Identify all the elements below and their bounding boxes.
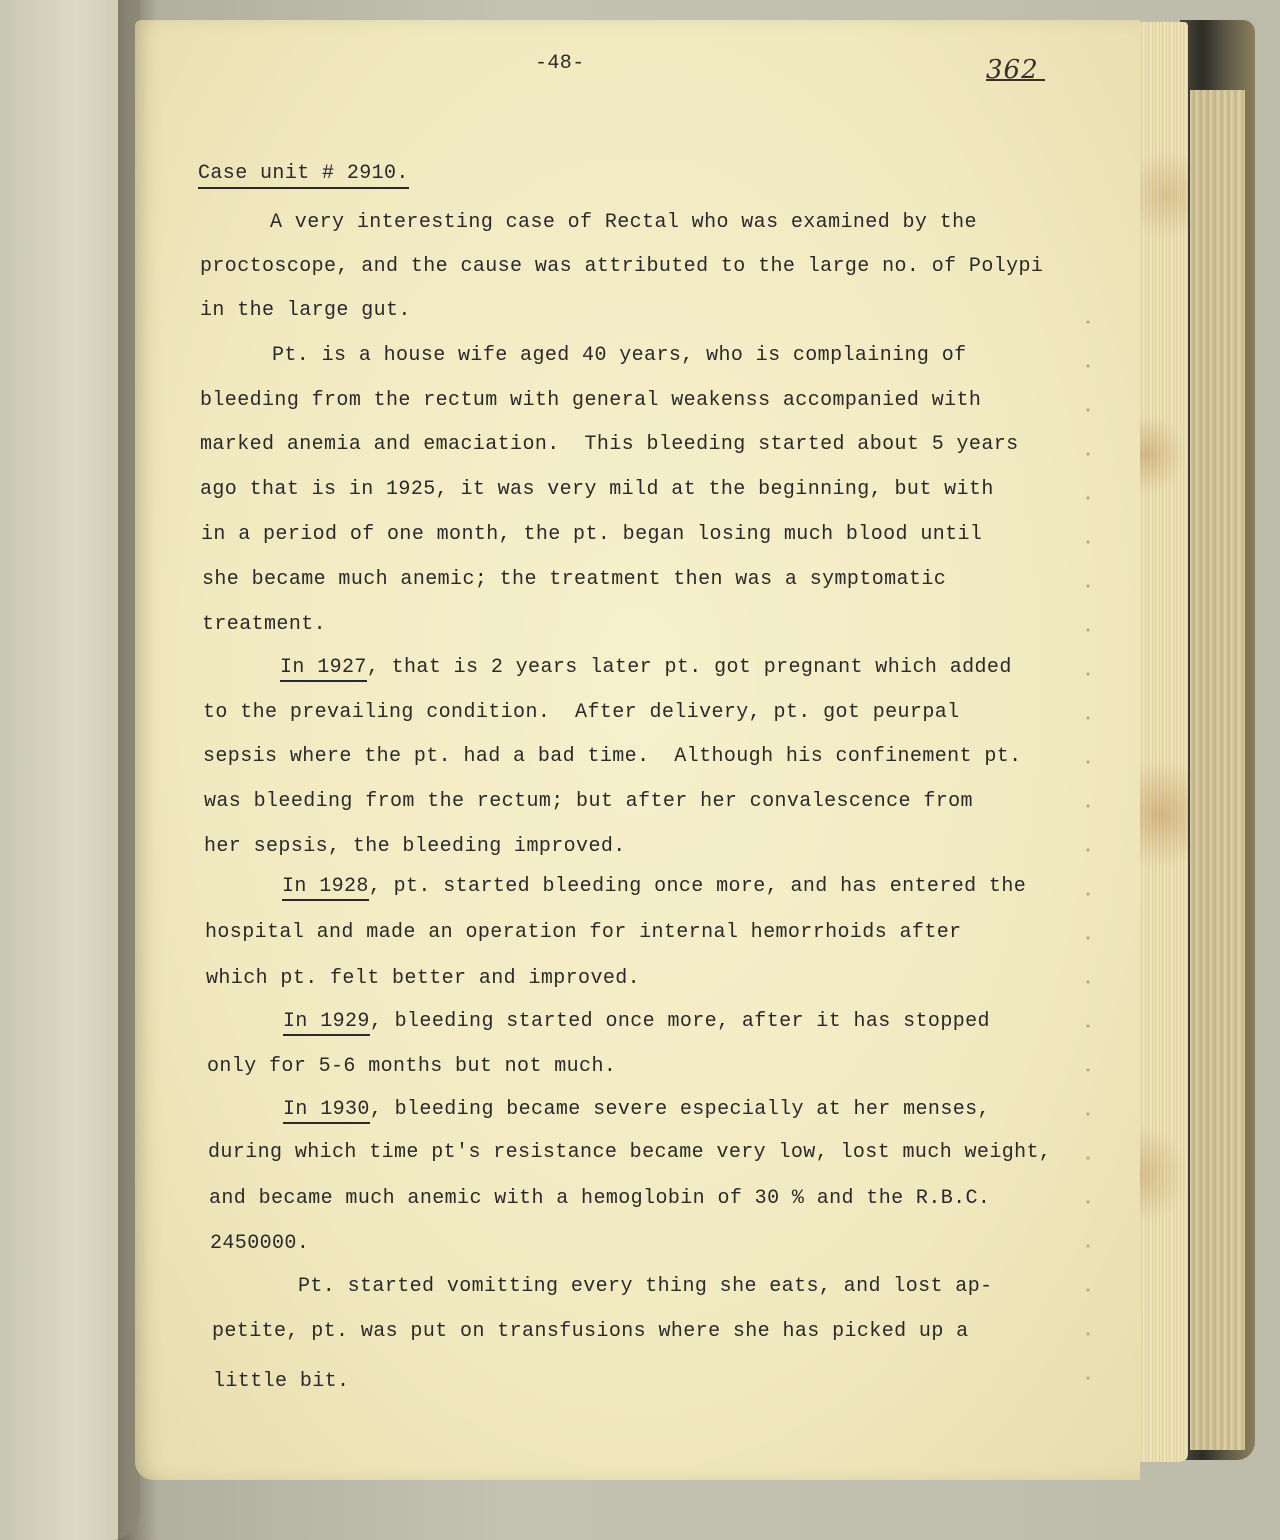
text-line: marked anemia and emaciation. This bleeding started about 5 years bbox=[200, 433, 1019, 456]
text-line: ago that is in 1925, it was very mild at the beginning, but with bbox=[200, 478, 994, 501]
text-line: little bit. bbox=[213, 1370, 350, 1393]
text-line: treatment. bbox=[202, 613, 327, 636]
text-line: proctoscope, and the cause was attributed to the large no. of Polypi bbox=[200, 255, 1044, 278]
text-line bbox=[280, 656, 1012, 679]
text-line: A very interesting case of Rectal who was examined by the bbox=[270, 211, 977, 234]
text-line: and became much anemic with a hemoglobin of 30 % and the R.B.C. bbox=[209, 1187, 991, 1210]
text-line: 2450000. bbox=[210, 1232, 310, 1255]
text-line: her sepsis, the bleeding improved. bbox=[204, 835, 626, 858]
text-line: in the large gut. bbox=[200, 299, 411, 322]
text-line: Pt. is a house wife aged 40 years, who is complaining of bbox=[272, 344, 967, 367]
text-line bbox=[282, 875, 1026, 898]
year-lead: In 1929 bbox=[283, 1010, 370, 1036]
page-number: -48- bbox=[535, 52, 585, 75]
text-span: , that is 2 years later pt. got pregnant which added bbox=[366, 656, 1012, 679]
text-line: in a period of one month, the pt. began losing much blood until bbox=[201, 523, 983, 546]
text-line: hospital and made an operation for internal hemorrhoids after bbox=[205, 921, 962, 944]
text-line: only for 5-6 months but not much. bbox=[207, 1055, 617, 1078]
case-heading: Case unit # 2910. bbox=[198, 162, 409, 189]
text-line: sepsis where the pt. had a bad time. Although his confinement pt. bbox=[203, 745, 1022, 768]
page-edges-back bbox=[1190, 90, 1245, 1450]
folio-number: 362 bbox=[986, 55, 1039, 85]
text-span: , bleeding started once more, after it has stopped bbox=[369, 1010, 990, 1033]
margin-dots bbox=[1085, 300, 1091, 1400]
year-lead: In 1928 bbox=[282, 875, 369, 901]
text-span: , bleeding became severe especially at her menses, bbox=[369, 1098, 990, 1121]
text-line: petite, pt. was put on transfusions where she has picked up a bbox=[212, 1320, 969, 1343]
year-lead: In 1930 bbox=[283, 1098, 370, 1124]
text-line: was bleeding from the rectum; but after her convalescence from bbox=[204, 790, 973, 813]
text-line bbox=[283, 1098, 990, 1121]
text-line: Pt. started vomitting every thing she eats, and lost ap- bbox=[298, 1275, 993, 1298]
text-line bbox=[283, 1010, 990, 1033]
text-line: bleeding from the rectum with general weakenss accompanied with bbox=[200, 389, 982, 412]
text-line: during which time pt's resistance became very low, lost much weight, bbox=[208, 1141, 1052, 1164]
year-lead: In 1927 bbox=[280, 656, 367, 682]
text-span: , pt. started bleeding once more, and has entered the bbox=[368, 875, 1027, 898]
text-line: she became much anemic; the treatment then was a symptomatic bbox=[202, 568, 947, 591]
text-line: which pt. felt better and improved. bbox=[206, 967, 641, 990]
text-line: to the prevailing condition. After delivery, pt. got peurpal bbox=[203, 701, 960, 724]
